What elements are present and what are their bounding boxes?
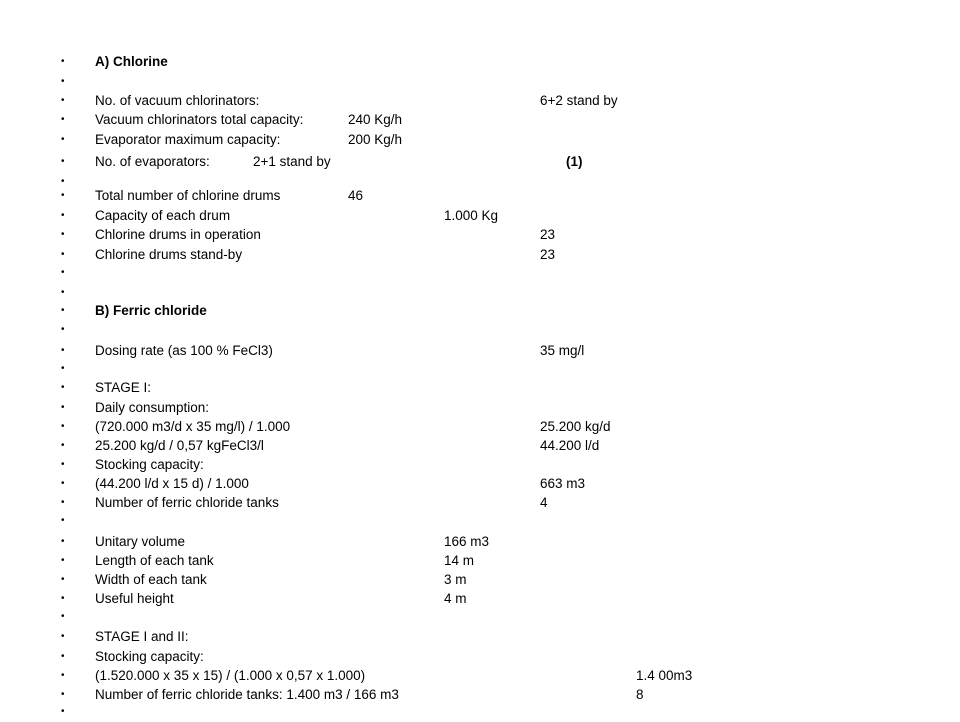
item-label: STAGE I: — [95, 380, 152, 395]
bullet-icon: • — [61, 459, 65, 470]
item-label: Dosing rate (as 100 % FeCl3) — [95, 343, 273, 358]
list-item — [0, 378, 960, 398]
item-label: Daily consumption: — [95, 400, 210, 415]
bullet-icon: • — [61, 574, 65, 585]
list-item — [0, 511, 960, 531]
item-label: 25.200 kg/d / 0,57 kgFeCl3/l — [95, 438, 264, 453]
list-item — [0, 152, 960, 172]
bullet-icon: • — [61, 95, 65, 106]
list-item — [0, 301, 960, 321]
bullet-icon: • — [61, 706, 65, 717]
item-value: 6+2 stand by — [540, 93, 618, 108]
bullet-icon: • — [61, 324, 65, 335]
list-item — [0, 702, 960, 722]
bullet-icon: • — [61, 267, 65, 278]
item-label: Capacity of each drum — [95, 208, 231, 223]
list-item — [0, 52, 960, 72]
item-label: Width of each tank — [95, 572, 207, 587]
list-item — [0, 532, 960, 552]
list-item — [0, 551, 960, 571]
bullet-icon: • — [61, 249, 65, 260]
item-value: 663 m3 — [540, 476, 586, 491]
item-value: 23 — [540, 247, 556, 262]
item-label: (44.200 l/d x 15 d) / 1.000 — [95, 476, 249, 491]
item-label: (720.000 m3/d x 35 mg/l) / 1.000 — [95, 419, 291, 434]
item-value: 25.200 kg/d — [540, 419, 611, 434]
bullet-icon: • — [61, 229, 65, 240]
list-item — [0, 398, 960, 418]
list-item — [0, 320, 960, 340]
bullet-icon: • — [61, 611, 65, 622]
bullet-icon: • — [61, 345, 65, 356]
item-value: 240 Kg/h — [348, 112, 403, 127]
bullet-icon: • — [61, 210, 65, 221]
bullet-icon: • — [61, 440, 65, 451]
item-label: (1.520.000 x 35 x 15) / (1.000 x 0,57 x 1.000) — [95, 668, 366, 683]
list-item — [0, 263, 960, 283]
bullet-icon: • — [61, 305, 65, 316]
bullet-icon: • — [61, 631, 65, 642]
bullet-icon: • — [61, 689, 65, 700]
bullet-icon: • — [61, 555, 65, 566]
bullet-icon: • — [61, 421, 65, 432]
item-label: Number of ferric chloride tanks — [95, 495, 279, 510]
list-item — [0, 130, 960, 150]
bullet-icon: • — [61, 382, 65, 393]
list-item — [0, 647, 960, 667]
list-item — [0, 283, 960, 303]
item-label: Total number of chlorine drums — [95, 188, 281, 203]
item-label: Chlorine drums stand-by — [95, 247, 243, 262]
item-value: 3 m — [444, 572, 467, 587]
list-item — [0, 206, 960, 226]
bullet-icon: • — [61, 156, 65, 167]
item-value: 23 — [540, 227, 556, 242]
list-item — [0, 436, 960, 456]
list-item — [0, 225, 960, 245]
item-label: Stocking capacity: — [95, 649, 204, 664]
item-value: 14 m — [444, 553, 475, 568]
list-item — [0, 417, 960, 437]
bullet-icon: • — [61, 114, 65, 125]
item-value: 1.000 Kg — [444, 208, 499, 223]
item-label: STAGE I and II: — [95, 629, 189, 644]
section-heading-chlorine: A) Chlorine — [95, 54, 168, 69]
list-item — [0, 474, 960, 494]
item-label: No. of evaporators: — [95, 154, 210, 169]
item-value: 44.200 l/d — [540, 438, 600, 453]
bullet-icon: • — [61, 363, 65, 374]
item-label: Length of each tank — [95, 553, 214, 568]
bullet-icon: • — [61, 287, 65, 298]
list-item — [0, 186, 960, 206]
bullet-icon: • — [61, 497, 65, 508]
list-item — [0, 607, 960, 627]
item-value: 35 mg/l — [540, 343, 585, 358]
bullet-icon: • — [61, 536, 65, 547]
item-label: Useful height — [95, 591, 174, 606]
bullet-icon: • — [61, 515, 65, 526]
item-value: 8 — [636, 687, 644, 702]
item-label: Number of ferric chloride tanks: 1.400 m3 / 166 m3 — [95, 687, 399, 702]
list-item — [0, 666, 960, 686]
list-item — [0, 341, 960, 361]
list-item — [0, 589, 960, 609]
section-heading-ferric-chloride: B) Ferric chloride — [95, 303, 207, 318]
bullet-icon: • — [61, 76, 65, 87]
footnote-marker: (1) — [566, 154, 583, 169]
bullet-icon: • — [61, 56, 65, 67]
item-value: 1.4 00m3 — [636, 668, 693, 683]
bullet-icon: • — [61, 478, 65, 489]
list-item — [0, 245, 960, 265]
bullet-icon: • — [61, 134, 65, 145]
item-value: 166 m3 — [444, 534, 490, 549]
list-item — [0, 627, 960, 647]
item-label: No. of vacuum chlorinators: — [95, 93, 260, 108]
item-value: 46 — [348, 188, 364, 203]
list-item — [0, 455, 960, 475]
list-item — [0, 359, 960, 379]
bullet-icon: • — [61, 176, 65, 187]
item-label: Vacuum chlorinators total capacity: — [95, 112, 304, 127]
bullet-icon: • — [61, 402, 65, 413]
item-label: Unitary volume — [95, 534, 186, 549]
item-value: 2+1 stand by — [253, 154, 331, 169]
item-label: Stocking capacity: — [95, 457, 204, 472]
item-label: Evaporator maximum capacity: — [95, 132, 281, 147]
list-item — [0, 570, 960, 590]
bullet-icon: • — [61, 593, 65, 604]
item-value: 4 — [540, 495, 548, 510]
list-item — [0, 110, 960, 130]
item-label: Chlorine drums in operation — [95, 227, 261, 242]
list-item — [0, 91, 960, 111]
item-value: 4 m — [444, 591, 467, 606]
list-item — [0, 72, 960, 92]
list-item — [0, 493, 960, 513]
item-value: 200 Kg/h — [348, 132, 403, 147]
bullet-icon: • — [61, 670, 65, 681]
bullet-icon: • — [61, 651, 65, 662]
bullet-icon: • — [61, 190, 65, 201]
